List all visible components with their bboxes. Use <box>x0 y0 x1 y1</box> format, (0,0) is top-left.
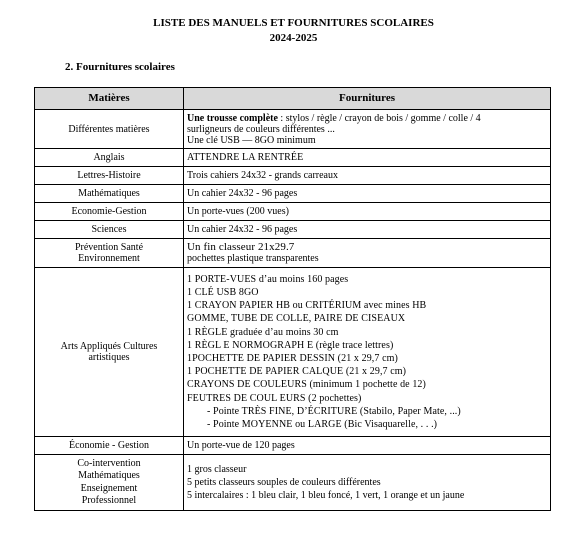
supply-text: (règle trace lettres) <box>313 339 394 351</box>
table-row <box>35 455 551 511</box>
subject-cell <box>35 239 184 268</box>
supply-text: GOMME, TUBE DE COLLE, PAIRE DE CISEAUX <box>187 313 406 325</box>
subject-text: Environnement <box>78 253 140 264</box>
supplies-cell: Un cahier 24x32 - 96 pages <box>184 221 551 239</box>
supply-text: graduée d’au moins 30 cm <box>227 326 339 338</box>
subject-cell: Différentes matières <box>35 110 184 149</box>
table-row <box>35 149 551 167</box>
supply-text: 5 petits classeurs souples de couleurs différentes <box>187 477 381 488</box>
subject-text: Mathématiques <box>78 470 140 481</box>
supply-text: surligneurs de couleurs différentes ... <box>187 123 335 135</box>
supplies-cell <box>184 455 551 511</box>
subject-text: Enseignement <box>80 482 138 494</box>
subject-cell <box>35 455 184 511</box>
supply-text: 1 CLÉ USB 8GO <box>187 286 259 298</box>
supply-text: 1POCHETTE DE PAPIER DESSIN (21 x 29,7 cm) <box>187 353 398 364</box>
supplies-cell: ATTENDRE LA RENTRÉE <box>184 149 551 167</box>
supplies-table <box>34 87 551 511</box>
subject-cell: Mathématiques <box>35 185 184 203</box>
subject-text: Co-intervention <box>77 457 141 469</box>
table-row <box>35 239 551 268</box>
supply-text: pochettes plastique transparentes <box>187 253 319 264</box>
supply-text: 1 RÈGL E NORMOGRAPH E <box>187 339 314 351</box>
subject-cell: Economie-Gestion <box>35 203 184 221</box>
subject-text: Prévention Santé <box>74 242 144 253</box>
school-year: 2024-2025 <box>269 32 318 44</box>
supplies-cell: Un porte-vues (200 vues) <box>184 203 551 221</box>
supplies-cell <box>184 239 551 268</box>
supplies-cell <box>184 110 551 149</box>
subject-cell: Économie - Gestion <box>35 437 184 455</box>
table-row <box>35 167 551 185</box>
supply-text: 1 CRAYON PAPIER HB ou CRITÉRIUM avec mines HB <box>187 300 427 312</box>
table-row <box>35 110 551 149</box>
subject-cell: Anglais <box>35 149 184 167</box>
supply-text: Une clé USB — 8GO minimum <box>187 134 316 146</box>
header-supplies: Fournitures <box>184 88 551 110</box>
table-row <box>35 437 551 455</box>
subject-cell: Sciences <box>35 221 184 239</box>
subject-cell: Lettres-Histoire <box>35 167 184 185</box>
supply-bold-text: Une trousse complète <box>187 112 278 124</box>
subject-text: Professionnel <box>81 495 137 506</box>
supply-text: 1 RÈGLE <box>187 326 228 338</box>
supplies-cell: Trois cahiers 24x32 - grands carreaux <box>184 167 551 185</box>
supplies-cell: Un cahier 24x32 - 96 pages <box>184 185 551 203</box>
supplies-cell <box>184 268 551 437</box>
subject-text: Arts Appliqués Cultures <box>60 341 158 352</box>
supply-text: - Pointe TRÈS FINE, D’ÉCRITURE (Stabilo, Paper Mate, ...) <box>207 405 461 417</box>
supplies-cell: Un porte-vue de 120 pages <box>184 437 551 455</box>
table-row <box>35 185 551 203</box>
supply-text: FEUTRES DE COUL EURS (2 pochettes) <box>187 392 362 404</box>
supply-text: 1 PORTE-VUES d’au moins 160 pages <box>187 273 349 285</box>
table-row <box>35 221 551 239</box>
supply-text: Un fin classeur 21x29.7 <box>187 241 295 253</box>
supply-text: CRAYONS DE COULEURS (minimum 1 pochette de 12) <box>187 379 426 391</box>
table-header-row <box>35 88 551 110</box>
header-subject: Matières <box>35 88 184 110</box>
supply-text: : stylos / règle / crayon de bois / gomme / colle / 4 <box>277 112 481 124</box>
section-title: 2. Fournitures scolaires <box>65 61 175 73</box>
supply-text: 1 POCHETTE DE PAPIER CALQUE (21 x 29,7 cm) <box>187 366 407 378</box>
supply-text: - Pointe MOYENNE ou LARGE (Bic Visaquarelle, . . .) <box>207 419 438 431</box>
subject-text: artistiques <box>88 352 130 363</box>
subject-cell <box>35 268 184 437</box>
document-title: LISTE DES MANUELS ET FOURNITURES SCOLAIRES <box>153 17 434 29</box>
table-row <box>35 203 551 221</box>
supply-text: 1 gros classeur <box>187 464 247 475</box>
supply-text: 5 intercalaires : 1 bleu clair, 1 bleu foncé, 1 vert, 1 orange et un jaune <box>187 490 465 501</box>
table-row <box>35 268 551 437</box>
